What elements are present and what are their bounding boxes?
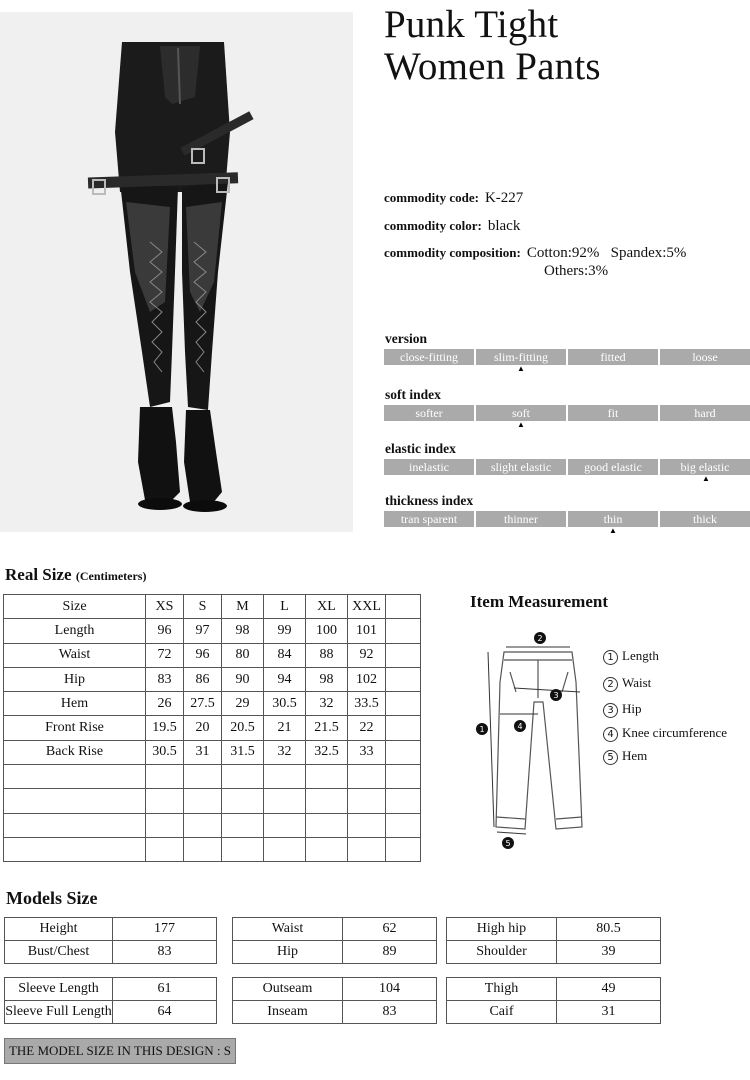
real-size-title-text: Real Size <box>5 565 72 584</box>
size-cell: 92 <box>348 643 386 667</box>
product-title <box>384 4 601 88</box>
size-cell: 88 <box>306 643 348 667</box>
size-cell: L <box>264 595 306 619</box>
model-gap <box>217 978 233 1001</box>
real-size-title <box>5 565 146 585</box>
size-cell: 21 <box>264 716 306 740</box>
title-line-2: Women Pants <box>384 45 601 88</box>
size-cell: 83 <box>146 667 184 691</box>
size-cell: 80 <box>222 643 264 667</box>
model-gap <box>217 1001 233 1024</box>
code-label: commodity code: <box>384 190 479 205</box>
size-cell: 20.5 <box>222 716 264 740</box>
title-line-1: Punk Tight <box>384 3 559 46</box>
size-cell: 94 <box>264 667 306 691</box>
composition-label: commodity composition: <box>384 245 521 260</box>
size-cell <box>306 837 348 861</box>
legend-label: Length <box>622 648 659 663</box>
model-size-note: THE MODEL SIZE IN THIS DESIGN : S <box>4 1038 236 1064</box>
size-cell <box>348 837 386 861</box>
size-cell <box>386 667 421 691</box>
size-cell: 98 <box>306 667 348 691</box>
size-cell: XL <box>306 595 348 619</box>
size-cell: 32 <box>264 740 306 764</box>
size-cell: Length <box>4 619 146 643</box>
model-gap <box>437 918 447 941</box>
size-cell: 102 <box>348 667 386 691</box>
legend-length <box>603 648 659 665</box>
size-cell: XS <box>146 595 184 619</box>
version-option: loose <box>660 349 750 365</box>
model-measure-value: 80.5 <box>557 918 661 941</box>
model-row <box>5 918 661 941</box>
size-cell <box>264 765 306 789</box>
thickness-index-label: thickness index <box>385 493 474 508</box>
product-photo <box>0 12 353 532</box>
elastic-index-option: slight elastic <box>476 459 566 475</box>
size-cell: Waist <box>4 643 146 667</box>
size-cell <box>222 837 264 861</box>
pants-measurement-diagram <box>470 622 600 854</box>
size-cell: 29 <box>222 692 264 716</box>
thickness-index-option: tran sparent <box>384 511 474 527</box>
size-cell: 20 <box>184 716 222 740</box>
size-cell <box>348 789 386 813</box>
size-row <box>4 619 421 643</box>
legend-number: 1 <box>603 650 618 665</box>
model-measure-label: Shoulder <box>447 941 557 964</box>
elastic-index-option: good elastic <box>568 459 658 475</box>
size-cell <box>386 789 421 813</box>
legend-number: 4 <box>603 727 618 742</box>
version-option: fitted <box>568 349 658 365</box>
real-size-table <box>3 594 421 862</box>
soft-index-selected-marker: ▲ <box>517 420 525 429</box>
size-cell: M <box>222 595 264 619</box>
size-cell: 32 <box>306 692 348 716</box>
elastic-index-scale <box>384 459 750 475</box>
legend-number: 3 <box>603 703 618 718</box>
size-cell: Size <box>4 595 146 619</box>
soft-index-scale <box>384 405 750 421</box>
model-measure-label: Sleeve Full Length <box>5 1001 113 1024</box>
legend-label: Waist <box>622 675 652 690</box>
size-cell: 84 <box>264 643 306 667</box>
commodity-code <box>384 190 523 207</box>
model-measure-label: Caif <box>447 1001 557 1024</box>
size-cell: S <box>184 595 222 619</box>
size-cell <box>264 837 306 861</box>
size-cell: 31 <box>184 740 222 764</box>
size-cell: Back Rise <box>4 740 146 764</box>
size-cell <box>184 789 222 813</box>
size-cell: 86 <box>184 667 222 691</box>
size-cell <box>146 813 184 837</box>
size-cell <box>184 813 222 837</box>
model-measure-label: Height <box>5 918 113 941</box>
size-cell <box>222 789 264 813</box>
size-cell: Hip <box>4 667 146 691</box>
size-row <box>4 789 421 813</box>
model-row <box>5 941 661 964</box>
elastic-index-option: inelastic <box>384 459 474 475</box>
size-cell: 21.5 <box>306 716 348 740</box>
size-cell <box>264 789 306 813</box>
model-gap <box>217 941 233 964</box>
elastic-index-label: elastic index <box>385 441 456 456</box>
model-measure-label: Outseam <box>233 978 343 1001</box>
size-cell <box>146 837 184 861</box>
model-gap <box>437 978 447 1001</box>
size-cell: 30.5 <box>146 740 184 764</box>
soft-index-option: soft <box>476 405 566 421</box>
thickness-index-option: thick <box>660 511 750 527</box>
thickness-index-option: thin <box>568 511 658 527</box>
size-cell: 101 <box>348 619 386 643</box>
model-measure-label: High hip <box>447 918 557 941</box>
composition-line-2-wrap <box>544 263 608 280</box>
size-cell <box>222 765 264 789</box>
composition-line-1: Cotton:92% Spandex:5% <box>526 245 687 261</box>
size-cell: 98 <box>222 619 264 643</box>
size-cell <box>264 813 306 837</box>
legend-number: 5 <box>603 750 618 765</box>
code-value: K-227 <box>484 190 524 206</box>
svg-text:3: 3 <box>553 691 559 700</box>
size-cell: XXL <box>348 595 386 619</box>
size-cell <box>306 789 348 813</box>
commodity-composition <box>384 245 686 262</box>
svg-text:1: 1 <box>479 725 485 734</box>
version-label: version <box>385 331 427 346</box>
model-measure-value: 104 <box>343 978 437 1001</box>
size-cell: 22 <box>348 716 386 740</box>
model-measure-label: Sleeve Length <box>5 978 113 1001</box>
size-cell <box>386 837 421 861</box>
size-cell <box>386 716 421 740</box>
size-cell: Front Rise <box>4 716 146 740</box>
size-row <box>4 740 421 764</box>
size-cell <box>4 765 146 789</box>
size-row <box>4 667 421 691</box>
legend-hem <box>603 748 647 765</box>
item-measurement-title: Item Measurement <box>470 592 609 611</box>
svg-text:2: 2 <box>537 634 543 643</box>
model-measure-value: 62 <box>343 918 437 941</box>
thickness-index-scale <box>384 511 750 527</box>
model-measure-value: 39 <box>557 941 661 964</box>
size-cell: 90 <box>222 667 264 691</box>
version-selected-marker: ▲ <box>517 364 525 373</box>
size-cell <box>386 595 421 619</box>
svg-text:5: 5 <box>505 839 511 848</box>
model-measure-value: 64 <box>113 1001 217 1024</box>
model-measure-label: Waist <box>233 918 343 941</box>
size-row <box>4 837 421 861</box>
elastic-index-selected-marker: ▲ <box>702 474 710 483</box>
version-option: close-fitting <box>384 349 474 365</box>
model-measure-value: 61 <box>113 978 217 1001</box>
elastic-index-option: big elastic <box>660 459 750 475</box>
size-cell <box>184 837 222 861</box>
soft-index-option: hard <box>660 405 750 421</box>
model-measure-label: Bust/Chest <box>5 941 113 964</box>
size-cell <box>4 789 146 813</box>
size-cell: 31.5 <box>222 740 264 764</box>
commodity-color <box>384 218 520 235</box>
size-cell: 27.5 <box>184 692 222 716</box>
size-cell <box>386 765 421 789</box>
size-cell: 32.5 <box>306 740 348 764</box>
model-gap <box>437 1001 447 1024</box>
version-option: slim-fitting <box>476 349 566 365</box>
model-measure-value: 31 <box>557 1001 661 1024</box>
composition-line-2: Others:3% <box>544 263 609 279</box>
model-gap <box>437 941 447 964</box>
size-cell <box>348 813 386 837</box>
thickness-index-option: thinner <box>476 511 566 527</box>
size-cell: 96 <box>146 619 184 643</box>
legend-number: 2 <box>603 677 618 692</box>
svg-text:4: 4 <box>517 722 523 731</box>
size-header-row <box>4 595 421 619</box>
size-row <box>4 813 421 837</box>
size-cell <box>386 740 421 764</box>
size-cell: 33.5 <box>348 692 386 716</box>
size-cell: 96 <box>184 643 222 667</box>
size-cell <box>386 619 421 643</box>
size-row <box>4 765 421 789</box>
size-row <box>4 692 421 716</box>
model-measure-value: 83 <box>113 941 217 964</box>
legend-label: Hip <box>622 701 642 716</box>
size-cell <box>146 789 184 813</box>
size-cell <box>4 837 146 861</box>
size-cell: Hem <box>4 692 146 716</box>
size-cell <box>146 765 184 789</box>
size-cell: 100 <box>306 619 348 643</box>
legend-label: Hem <box>622 748 648 763</box>
size-cell: 33 <box>348 740 386 764</box>
size-cell <box>386 813 421 837</box>
size-cell <box>386 643 421 667</box>
model-measure-value: 89 <box>343 941 437 964</box>
models-table-1 <box>4 917 661 964</box>
thickness-index-selected-marker: ▲ <box>609 526 617 535</box>
real-size-unit: (Centimeters) <box>75 569 147 583</box>
legend-knee <box>603 725 727 742</box>
model-row <box>5 978 661 1001</box>
soft-index-option: softer <box>384 405 474 421</box>
size-row <box>4 643 421 667</box>
model-measure-label: Hip <box>233 941 343 964</box>
size-cell <box>184 765 222 789</box>
models-size-title: Models Size <box>6 888 98 908</box>
size-cell <box>306 813 348 837</box>
model-row <box>5 1001 661 1024</box>
pants-photo-illustration <box>0 12 353 532</box>
soft-index-label: soft index <box>385 387 441 402</box>
size-cell: 26 <box>146 692 184 716</box>
size-cell: 30.5 <box>264 692 306 716</box>
model-measure-label: Inseam <box>233 1001 343 1024</box>
model-measure-value: 177 <box>113 918 217 941</box>
models-table-2 <box>4 977 661 1024</box>
size-cell <box>222 813 264 837</box>
model-measure-value: 49 <box>557 978 661 1001</box>
color-value: black <box>487 218 521 234</box>
size-cell <box>348 765 386 789</box>
size-row <box>4 716 421 740</box>
legend-label: Knee circumference <box>622 725 728 740</box>
color-label: commodity color: <box>384 218 482 233</box>
size-cell: 19.5 <box>146 716 184 740</box>
size-cell: 97 <box>184 619 222 643</box>
model-measure-value: 83 <box>343 1001 437 1024</box>
model-measure-label: Thigh <box>447 978 557 1001</box>
size-cell <box>386 692 421 716</box>
size-cell <box>4 813 146 837</box>
size-cell: 72 <box>146 643 184 667</box>
legend-hip <box>603 701 642 718</box>
legend-waist <box>603 675 651 692</box>
size-cell <box>306 765 348 789</box>
size-cell: 99 <box>264 619 306 643</box>
soft-index-option: fit <box>568 405 658 421</box>
model-gap <box>217 918 233 941</box>
version-scale <box>384 349 750 365</box>
